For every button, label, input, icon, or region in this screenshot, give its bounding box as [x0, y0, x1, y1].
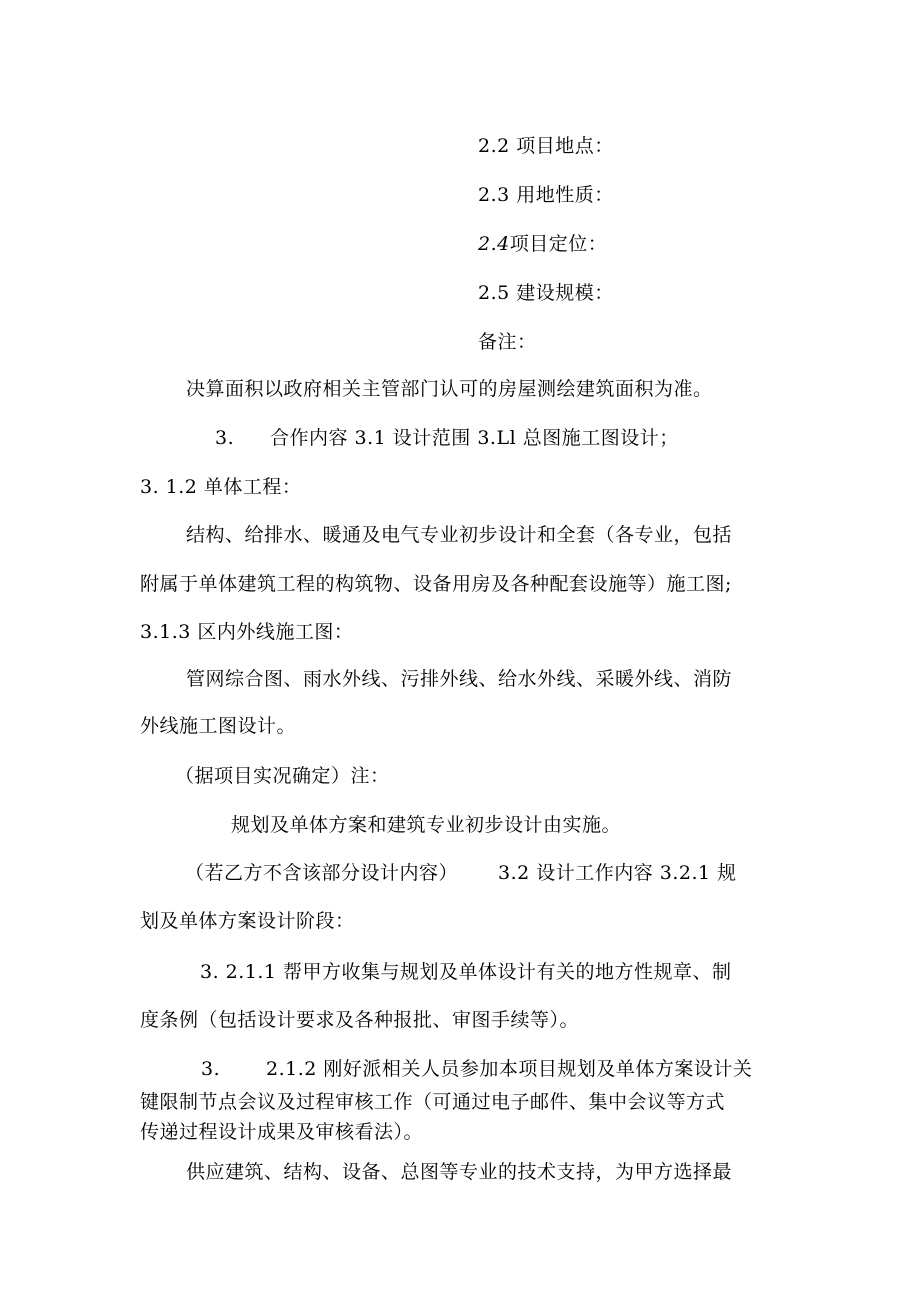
paragraph-planning-implementation: 规划及单体方案和建筑专业初步设计由实施。 — [231, 814, 622, 836]
item-3-1-3-external-lines: 3.1.3 区内外线施工图： — [140, 621, 354, 643]
section-3-cooperation-content: 合作内容 3.1 设计范围 3.Ll 总图施工图设计； — [270, 427, 679, 449]
item-2-1-2-line-2: 键限制节点会议及过程审核工作（可通过电子邮件、集中会议等方式 — [140, 1091, 726, 1113]
item-2-2-project-location: 2.2 项目地点： — [478, 135, 614, 157]
settlement-area-note: 决算面积以政府相关主管部门认可的房屋测绘建筑面积为准。 — [186, 378, 713, 400]
item-2-4-project-positioning — [478, 232, 607, 256]
planning-stage-heading: 划及单体方案设计阶段： — [140, 910, 355, 932]
paragraph-pipe-network-line-2: 外线施工图设计。 — [140, 715, 297, 737]
item-2-3-land-use: 2.3 用地性质： — [478, 184, 614, 206]
remarks-heading: 备注： — [478, 331, 537, 353]
paragraph-technical-support: 供应建筑、结构、设备、总图等专业的技术支持，为甲方选择最 — [186, 1161, 733, 1183]
paragraph-structure-line-2: 附属于单体建筑工程的构筑物、设备用房及各种配套设施等）施工图; — [140, 573, 732, 595]
item-2-1-1-line-2: 度条例（包括设计要求及各种报批、审图手续等）。 — [140, 1009, 580, 1031]
paragraph-structure-line-1: 结构、给排水、暖通及电气专业初步设计和全套（各专业，包括 — [186, 524, 733, 546]
item-3-2-design-work: 3.2 设计工作内容 3.2.1 规 — [498, 862, 737, 884]
item-2-4-number: 2.4 — [478, 233, 510, 255]
section-3-number: 3. — [215, 427, 235, 449]
note-per-project: （据项目实况确定）注： — [175, 765, 390, 787]
item-2-1-1-line-1: 3. 2.1.1 帮甲方收集与规划及单体设计有关的地方性规章、制 — [200, 961, 732, 983]
note-party-b-exclusion: （若乙方不含该部分设计内容） — [185, 862, 459, 884]
item-2-1-2-number: 3. — [201, 1058, 221, 1080]
item-2-1-2-line-3: 传递过程设计成果及审核看法）。 — [140, 1121, 424, 1143]
paragraph-pipe-network-line-1: 管网综合图、雨水外线、污排外线、给水外线、采暖外线、消防 — [186, 668, 733, 690]
item-2-4-label: 项目定位： — [509, 233, 608, 255]
item-2-1-2-line-1: 2.1.2 刚好派相关人员参加本项目规划及单体方案设计关 — [266, 1058, 753, 1080]
item-3-1-2-single-building: 3. 1.2 单体工程： — [140, 476, 302, 498]
item-2-5-construction-scale: 2.5 建设规模： — [478, 282, 614, 304]
